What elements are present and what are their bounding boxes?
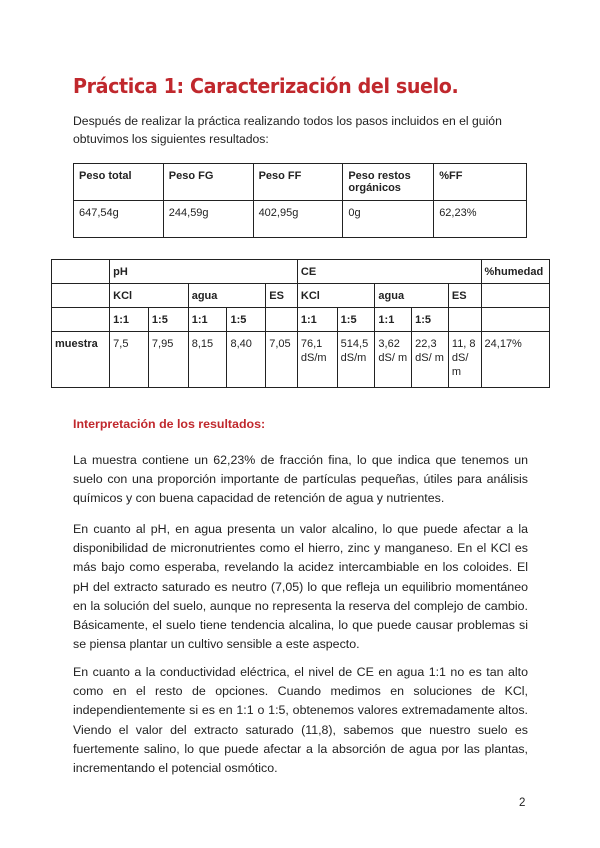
value-cell: 0g <box>343 201 434 238</box>
empty-cell <box>481 308 549 332</box>
intro-text: Después de realizar la práctica realizando todos los pasos incluidos en el guión obtuvimos los siguientes resultados: <box>73 114 502 146</box>
value-cell: 647,54g <box>74 201 164 238</box>
kcl-header: KCl <box>297 284 375 308</box>
ce-header: CE <box>297 260 481 284</box>
ph-value: 7,5 <box>110 332 149 388</box>
table-subheader-row <box>52 284 550 308</box>
ce-value: 76,1 dS/m <box>297 332 337 388</box>
paragraph-fine-fraction: La muestra contiene un 62,23% de fracción fina, lo que indica que tenemos un suelo con una proporción importante de partículas pequeñas, útiles para análisis químicos y con buena capacidad de retención de agua y nutrientes. <box>73 453 528 506</box>
ph-value: 8,15 <box>188 332 227 388</box>
empty-cell <box>448 308 481 332</box>
es-header: ES <box>266 284 298 308</box>
ce-value: 11, 8 dS/ m <box>448 332 481 388</box>
agua-header: agua <box>375 284 448 308</box>
header-cell: Peso restos orgánicos <box>343 164 434 201</box>
page-number: 2 <box>519 797 526 809</box>
ratio-header: 1:1 <box>110 308 149 332</box>
ce-value: 3,62 dS/ m <box>375 332 412 388</box>
empty-cell <box>52 284 110 308</box>
header-cell: %FF <box>434 164 527 201</box>
page-title: Práctica 1: Caracterización del suelo. <box>73 74 459 98</box>
ph-value: 7,95 <box>148 332 188 388</box>
humedad-header: %humedad <box>481 260 549 284</box>
ph-header: pH <box>110 260 298 284</box>
ratio-header: 1:5 <box>412 308 449 332</box>
header-cell: Peso FF <box>253 164 343 201</box>
empty-cell <box>52 308 110 332</box>
humedad-value: 24,17% <box>481 332 549 388</box>
ratio-header: 1:5 <box>148 308 188 332</box>
ratio-header: 1:1 <box>297 308 337 332</box>
empty-cell <box>266 308 298 332</box>
table-row <box>74 201 527 238</box>
agua-header: agua <box>188 284 266 308</box>
empty-cell <box>52 260 110 284</box>
paragraph-ph: En cuanto al pH, en agua presenta un valor alcalino, lo que puede afectar a la disponibilidad de micronutrientes como el hierro, zinc y manganeso. En el KCl es más bajo como esperaba, revelando la acidez intercambiable en los coloides. El pH del extracto saturado es neutro (7,05) lo que refleja un equilibrio momentáneo en la solución del suelo, aunque no representa la reserva del complejo de cambio. Básicamente, el suelo tiene tendencia alcalina, lo que puede causar problemas si se piensa plantar un cultivo sensible a este aspecto. <box>73 522 528 652</box>
header-cell: Peso total <box>74 164 164 201</box>
weights-table <box>73 163 527 238</box>
es-header: ES <box>448 284 481 308</box>
row-label: muestra <box>52 332 110 388</box>
header-cell: Peso FG <box>163 164 253 201</box>
table-row <box>52 332 550 388</box>
value-cell: 402,95g <box>253 201 343 238</box>
kcl-header: KCl <box>110 284 189 308</box>
ratio-header: 1:1 <box>375 308 412 332</box>
empty-cell <box>481 284 549 308</box>
ratio-header: 1:5 <box>337 308 375 332</box>
ratio-header: 1:1 <box>188 308 227 332</box>
paragraph-conductivity: En cuanto a la conductividad eléctrica, el nivel de CE en agua 1:1 no es tan alto como en el resto de opciones. Cuando medimos en soluciones de KCl, independientemente si es en 1:1 o 1:5, obtenemos valores extremadamente altos. Viendo el valor del extracto saturado (11,8), sabemos que nuestro suelo es fuertemente salino, lo que puede afectar a la absorción de agua por las plantas, incrementando el potencial osmótico. <box>73 665 528 776</box>
table-ratio-row <box>52 308 550 332</box>
ce-value: 514,5 dS/m <box>337 332 375 388</box>
ph-ce-table <box>51 259 550 388</box>
ce-value: 22,3 dS/ m <box>412 332 449 388</box>
table-header-row <box>52 260 550 284</box>
table-header-row <box>74 164 527 201</box>
ph-value: 7,05 <box>266 332 298 388</box>
interpretation-heading: Interpretación de los resultados: <box>73 417 266 431</box>
ratio-header: 1:5 <box>227 308 266 332</box>
ph-value: 8,40 <box>227 332 266 388</box>
value-cell: 244,59g <box>163 201 253 238</box>
value-cell: 62,23% <box>434 201 527 238</box>
